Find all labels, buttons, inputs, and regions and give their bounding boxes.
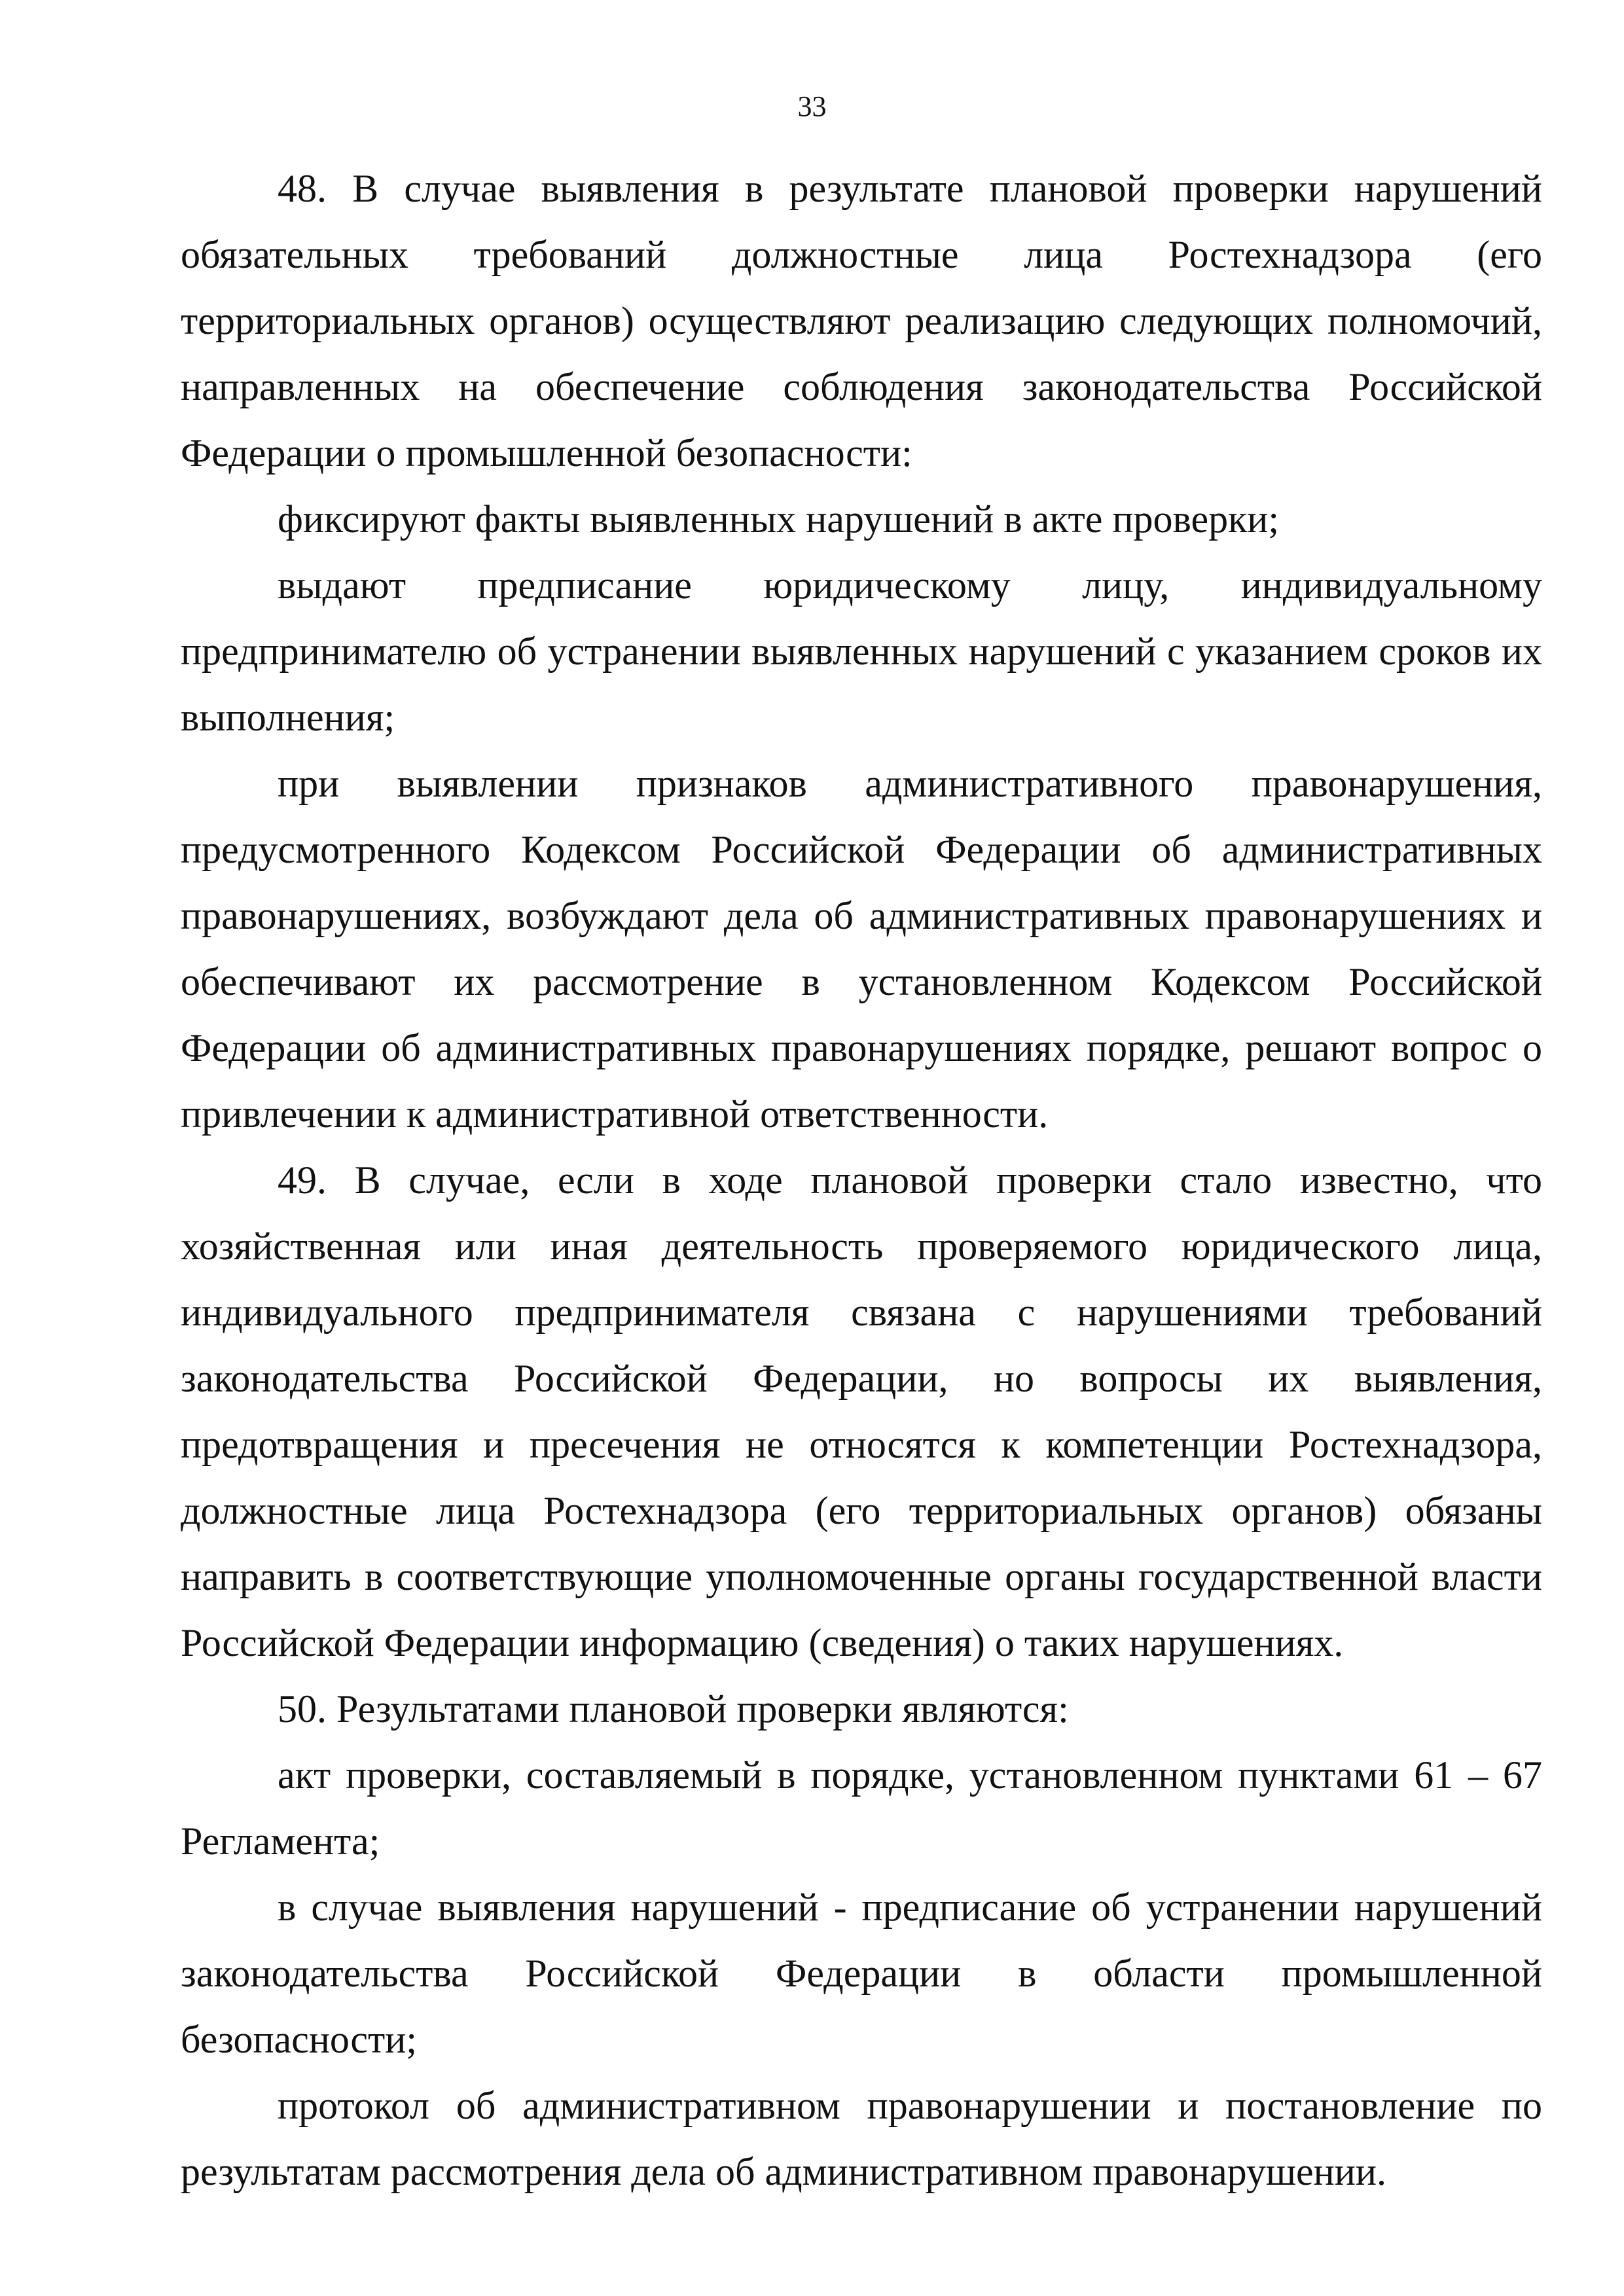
list-item-administrative-cases: при выявлении признаков административного правонарушения, предусмотренного Кодексом Российской Федерации об административных правонарушениях, возбуждают дела об административных правонарушениях и обеспечивают их рассмотрение в установленном Кодексом Российской Федерации об административных правонарушениях порядке, решают вопрос о привлечении к административной ответственности. (181, 762, 1542, 1136)
list-item-violation-order: в случае выявления нарушений - предписание об устранении нарушений законодательства Российской Федерации в области промышленной безопасности; (181, 1886, 1542, 2061)
document-body (181, 156, 1542, 2205)
page-number: 33 (797, 90, 827, 122)
list-item-protocol: протокол об административном правонарушении и постановление по результатам рассмотрения дела об административном правонарушении. (181, 2084, 1542, 2193)
list-item-record-violations: фиксируют факты выявленных нарушений в акте проверки; (278, 497, 1280, 541)
list-item-inspection-act: акт проверки, составляемый в порядке, установленном пунктами 61 – 67 Регламента; (181, 1753, 1542, 1863)
list-item-issue-order: выдают предписание юридическому лицу, индивидуальному предпринимателю об устранении выявленных нарушений с указанием сроков их выполнения; (181, 564, 1542, 739)
paragraph-49: 49. В случае, если в ходе плановой проверки стало известно, что хозяйственная или иная деятельность проверяемого юридического лица, индивидуального предпринимателя связана с нарушениями требований законодательства Российской Федерации, но вопросы их выявления, предотвращения и пресечения не относятся к компетенции Ростехнадзора, должностные лица Ростехнадзора (его территориальных органов) обязаны направить в соответствующие уполномоченные органы государственной власти Российской Федерации информацию (сведения) о таких нарушениях. (181, 1158, 1542, 1664)
paragraph-50: 50. Результатами плановой проверки являются: (278, 1687, 1069, 1731)
paragraph-48: 48. В случае выявления в результате плановой проверки нарушений обязательных требований должностные лица Ростехнадзора (его территориальных органов) осуществляют реализацию следующих полномочий, направленных на обеспечение соблюдения законодательства Российской Федерации о промышленной безопасности: (181, 167, 1542, 475)
